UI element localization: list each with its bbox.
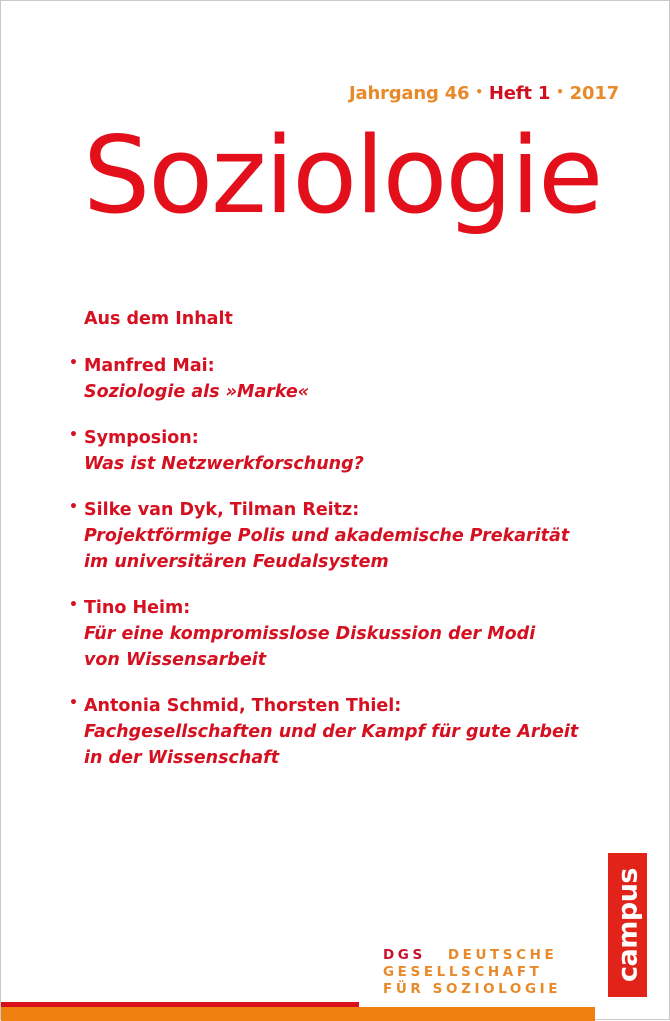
separator: •	[556, 85, 564, 99]
bullet-icon: •	[69, 427, 78, 443]
issue-info	[349, 83, 619, 104]
bullet-icon: •	[69, 355, 78, 371]
contents-entry	[69, 595, 609, 673]
entry-title-line: Für eine kompromisslose Diskussion der Modi	[84, 624, 536, 644]
orange-stripe	[1, 1007, 595, 1021]
entry-author: Manfred Mai:	[84, 356, 215, 376]
separator: •	[475, 85, 483, 99]
journal-title: Soziologie	[83, 114, 602, 237]
entry-title-line: Projektförmige Polis und akademische Prekarität	[84, 526, 570, 546]
dgs-line-1: DEUTSCHE	[447, 947, 558, 963]
entry-title-line: in der Wissenschaft	[84, 748, 280, 768]
heft-label: Heft 1	[488, 83, 551, 104]
entry-title-line: im universitären Feudalsystem	[84, 552, 389, 572]
entry-author: Symposion:	[84, 428, 199, 448]
contents-entry	[69, 497, 609, 575]
entry-title-line: Was ist Netzwerkforschung?	[84, 454, 364, 474]
entry-author: Tino Heim:	[84, 598, 191, 618]
table-of-contents	[69, 309, 609, 791]
volume-label: Jahrgang 46	[349, 83, 470, 104]
entry-title-line: Soziologie als »Marke«	[84, 382, 310, 402]
publisher-name: campus	[612, 868, 643, 982]
dgs-logo	[383, 947, 561, 998]
entry-author: Silke van Dyk, Tilman Reitz:	[84, 500, 360, 520]
bullet-icon: •	[69, 695, 78, 711]
dgs-line-3: FÜR SOZIOLOGIE	[383, 981, 562, 997]
entry-title-line: von Wissensarbeit	[84, 650, 267, 670]
contents-entry	[69, 353, 609, 405]
year-label: 2017	[569, 83, 619, 104]
contents-heading: Aus dem Inhalt	[84, 309, 233, 329]
dgs-line-2: GESELLSCHAFT	[383, 964, 543, 980]
contents-entry	[69, 693, 609, 771]
bullet-icon: •	[69, 499, 78, 515]
entry-title-line: Fachgesellschaften und der Kampf für gute Arbeit	[84, 722, 579, 742]
campus-publisher-logo	[608, 853, 647, 997]
bullet-icon: •	[69, 597, 78, 613]
dgs-abbr: DGS	[383, 947, 426, 963]
entry-author: Antonia Schmid, Thorsten Thiel:	[84, 696, 402, 716]
contents-entry	[69, 425, 609, 477]
